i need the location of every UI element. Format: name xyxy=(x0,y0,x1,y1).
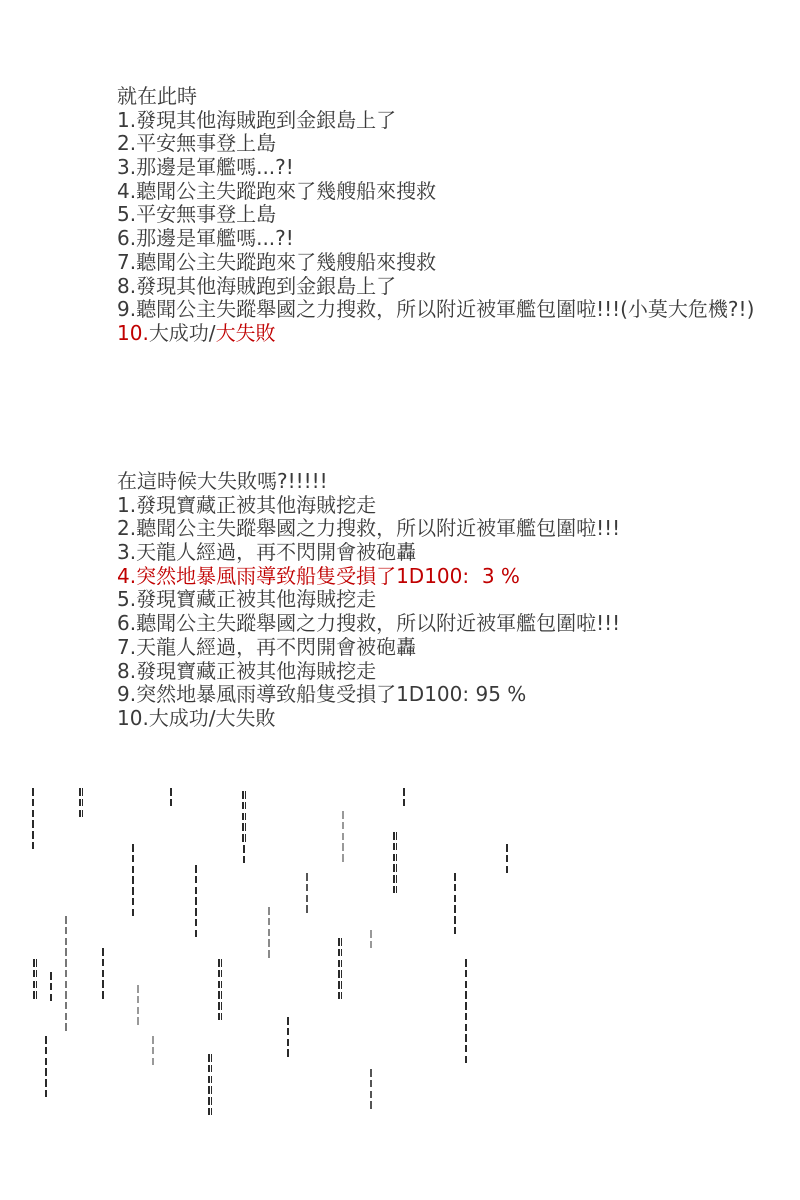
aa-bar-glyph xyxy=(341,981,343,988)
aa-bar-glyph xyxy=(65,1002,67,1009)
aa-bar-glyph xyxy=(341,960,343,967)
aa-bar-glyph xyxy=(396,832,398,839)
aa-bar-glyph xyxy=(454,873,456,880)
aa-bar-glyph xyxy=(33,981,35,988)
aa-bar-glyph xyxy=(338,992,340,999)
aa-bar-glyph xyxy=(268,950,270,957)
aa-bar-glyph xyxy=(306,884,308,891)
aa-bar-glyph xyxy=(132,844,134,851)
aa-bar-glyph xyxy=(102,970,104,977)
aa-bar-glyph xyxy=(211,1108,213,1115)
aa-bar-glyph xyxy=(137,996,139,1003)
aa-bar-glyph xyxy=(341,992,343,999)
aa-bar-glyph xyxy=(465,1024,467,1031)
aa-bar-glyph xyxy=(306,905,308,912)
aa-bar-glyph xyxy=(32,799,34,806)
aa-bar-glyph xyxy=(393,886,395,893)
aa-bar-glyph xyxy=(465,1013,467,1020)
aa-bar-glyph xyxy=(245,823,247,830)
aa-bar-glyph xyxy=(454,905,456,912)
aa-bar-glyph xyxy=(242,791,244,798)
aa-bar-glyph xyxy=(132,898,134,905)
aa-bar-glyph xyxy=(506,866,508,873)
aa-bar-glyph xyxy=(195,930,197,937)
aa-bar-glyph xyxy=(82,810,84,817)
aa-bar-glyph xyxy=(370,1080,372,1087)
line-segment: 1.發現其他海賊跑到金銀島上了 xyxy=(117,107,397,132)
aa-bar-glyph xyxy=(152,1036,154,1043)
line-segment-red: 4.突然地暴風雨導致船隻受損了1D100: 3 % xyxy=(117,563,520,588)
line-segment: 6.聽聞公主失蹤舉國之力搜救，所以附近被軍艦包圍啦!!! xyxy=(117,611,621,636)
aa-bar-glyph xyxy=(396,854,398,861)
aa-bar-glyph xyxy=(36,981,38,988)
list2-heading: 在這時候大失敗嗎?!!!!! xyxy=(117,469,328,493)
aa-bar-glyph xyxy=(79,810,81,817)
aa-bar-glyph xyxy=(341,970,343,977)
aa-bar-glyph xyxy=(242,802,244,809)
aa-bar-glyph xyxy=(245,791,247,798)
aa-bar-glyph xyxy=(65,916,67,923)
aa-bar-glyph xyxy=(393,854,395,861)
line-segment: 9.突然地暴風雨導致船隻受損了1D100: 95 % xyxy=(117,682,527,707)
aa-bar-glyph xyxy=(221,1002,223,1009)
aa-bar-glyph xyxy=(370,941,372,948)
aa-bar-glyph xyxy=(45,1058,47,1065)
line-segment: 3.天龍人經過，再不閃開會被砲轟 xyxy=(117,540,417,565)
aa-bar-glyph xyxy=(32,810,34,817)
aa-bar-glyph xyxy=(370,1101,372,1108)
aa-bar-glyph xyxy=(45,1047,47,1054)
aa-bar-glyph xyxy=(287,1028,289,1035)
aa-bar-glyph xyxy=(50,972,52,979)
aa-bar-glyph xyxy=(170,788,172,795)
aa-bar-glyph xyxy=(208,1065,210,1072)
aa-bar-glyph xyxy=(102,991,104,998)
aa-bar-glyph xyxy=(218,1002,220,1009)
aa-bar-glyph xyxy=(454,927,456,934)
aa-bar-glyph xyxy=(50,983,52,990)
aa-bar-glyph xyxy=(465,1034,467,1041)
aa-bar-glyph xyxy=(211,1076,213,1083)
aa-bar-glyph xyxy=(465,1045,467,1052)
line-segment: 10.大成功/大失敗 xyxy=(117,705,276,730)
line-segment: 8.發現其他海賊跑到金銀島上了 xyxy=(117,273,397,298)
aa-bar-glyph xyxy=(465,1002,467,1009)
aa-bar-glyph xyxy=(454,884,456,891)
aa-bar-glyph xyxy=(342,843,344,850)
aa-bar-glyph xyxy=(370,1069,372,1076)
aa-bar-glyph xyxy=(102,959,104,966)
aa-bar-glyph xyxy=(465,1056,467,1063)
line-segment: 8.發現寶藏正被其他海賊挖走 xyxy=(117,658,377,683)
aa-bar-glyph xyxy=(221,991,223,998)
aa-bar-glyph xyxy=(137,1007,139,1014)
aa-bar-glyph xyxy=(218,991,220,998)
aa-bar-glyph xyxy=(218,981,220,988)
aa-bar-glyph xyxy=(36,991,38,998)
aa-bar-glyph xyxy=(306,895,308,902)
aa-bar-glyph xyxy=(32,831,34,838)
aa-bar-glyph xyxy=(65,1013,67,1020)
aa-bar-glyph xyxy=(454,895,456,902)
aa-bar-glyph xyxy=(243,856,245,863)
aa-bar-glyph xyxy=(465,970,467,977)
aa-bar-glyph xyxy=(342,833,344,840)
aa-bar-glyph xyxy=(242,834,244,841)
aa-bar-glyph xyxy=(65,959,67,966)
aa-bar-glyph xyxy=(403,799,405,806)
aa-bar-glyph xyxy=(132,887,134,894)
aa-bar-glyph xyxy=(221,970,223,977)
aa-bar-glyph xyxy=(403,788,405,795)
aa-bar-glyph xyxy=(465,981,467,988)
aa-bar-glyph xyxy=(65,1023,67,1030)
aa-bar-glyph xyxy=(245,813,247,820)
aa-bar-glyph xyxy=(338,960,340,967)
aa-bar-glyph xyxy=(36,959,38,966)
aa-bar-glyph xyxy=(211,1065,213,1072)
aa-bar-glyph xyxy=(287,1017,289,1024)
aa-bar-glyph xyxy=(393,864,395,871)
aa-bar-glyph xyxy=(245,834,247,841)
aa-bar-glyph xyxy=(221,981,223,988)
aa-bar-glyph xyxy=(195,919,197,926)
aa-bar-glyph xyxy=(208,1054,210,1061)
list1-heading: 就在此時 xyxy=(117,84,197,108)
line-segment: 7.天龍人經過，再不閃開會被砲轟 xyxy=(117,634,417,659)
aa-bar-glyph xyxy=(370,930,372,937)
aa-bar-glyph xyxy=(195,865,197,872)
aa-bar-glyph xyxy=(211,1086,213,1093)
aa-bar-glyph xyxy=(208,1097,210,1104)
aa-bar-glyph xyxy=(396,886,398,893)
aa-bar-glyph xyxy=(195,897,197,904)
aa-bar-glyph xyxy=(65,970,67,977)
aa-bar-glyph xyxy=(268,929,270,936)
aa-bar-glyph xyxy=(152,1047,154,1054)
aa-bar-glyph xyxy=(338,970,340,977)
aa-bar-glyph xyxy=(195,887,197,894)
aa-bar-glyph xyxy=(211,1054,213,1061)
aa-bar-glyph xyxy=(465,991,467,998)
aa-bar-glyph xyxy=(65,927,67,934)
aa-bar-glyph xyxy=(396,875,398,882)
aa-bar-glyph xyxy=(65,948,67,955)
line-segment: 6.那邊是軍艦嗎...?! xyxy=(117,226,294,251)
aa-bar-glyph xyxy=(32,842,34,849)
aa-bar-glyph xyxy=(45,1068,47,1075)
aa-bar-glyph xyxy=(370,1091,372,1098)
aa-bar-glyph xyxy=(242,823,244,830)
line-segment: 3.那邊是軍艦嗎...?! xyxy=(117,155,294,180)
aa-bar-glyph xyxy=(208,1086,210,1093)
aa-bar-glyph xyxy=(82,799,84,806)
aa-bar-glyph xyxy=(45,1090,47,1097)
aa-bar-glyph xyxy=(36,970,38,977)
aa-bar-glyph xyxy=(338,981,340,988)
aa-bar-glyph xyxy=(393,843,395,850)
aa-bar-glyph xyxy=(338,938,340,945)
aa-bar-glyph xyxy=(65,938,67,945)
aa-bar-glyph xyxy=(306,873,308,880)
line-segment-red: 10. xyxy=(117,320,149,345)
aa-bar-glyph xyxy=(218,959,220,966)
aa-bar-glyph xyxy=(342,854,344,861)
aa-bar-glyph xyxy=(137,1017,139,1024)
aa-bar-glyph xyxy=(102,948,104,955)
line-segment: 5.發現寶藏正被其他海賊挖走 xyxy=(117,587,377,612)
aa-bar-glyph xyxy=(342,822,344,829)
line-segment: 4.聽聞公主失蹤跑來了幾艘船來搜救 xyxy=(117,178,437,203)
aa-bar-glyph xyxy=(506,855,508,862)
line-segment: 9.聽聞公主失蹤舉國之力搜救，所以附近被軍艦包圍啦!!!(小莫大危機?!) xyxy=(117,297,755,322)
aa-bar-glyph xyxy=(338,949,340,956)
aa-bar-glyph xyxy=(221,1013,223,1020)
aa-bar-glyph xyxy=(33,970,35,977)
aa-bar-glyph xyxy=(211,1097,213,1104)
aa-bar-glyph xyxy=(341,949,343,956)
aa-bar-glyph xyxy=(79,788,81,795)
aa-bar-glyph xyxy=(195,908,197,915)
aa-bar-glyph xyxy=(132,909,134,916)
aa-bar-glyph xyxy=(393,875,395,882)
aa-bar-glyph xyxy=(393,832,395,839)
aa-bar-glyph xyxy=(221,959,223,966)
aa-bar-glyph xyxy=(65,981,67,988)
line-segment-red: 大失敗 xyxy=(215,320,276,345)
aa-bar-glyph xyxy=(137,985,139,992)
aa-bar-glyph xyxy=(218,970,220,977)
aa-bar-glyph xyxy=(170,799,172,806)
aa-bar-glyph xyxy=(242,813,244,820)
aa-bar-glyph xyxy=(79,799,81,806)
aa-bar-glyph xyxy=(65,991,67,998)
aa-bar-glyph xyxy=(268,918,270,925)
aa-bar-glyph xyxy=(45,1079,47,1086)
line-segment: 2.聽聞公主失蹤舉國之力搜救，所以附近被軍艦包圍啦!!! xyxy=(117,516,621,541)
aa-bar-glyph xyxy=(218,1013,220,1020)
aa-bar-glyph xyxy=(208,1108,210,1115)
line-segment: 大成功/ xyxy=(148,320,216,345)
aa-bar-glyph xyxy=(132,876,134,883)
aa-bar-glyph xyxy=(506,844,508,851)
aa-bar-glyph xyxy=(341,938,343,945)
line-segment: 2.平安無事登上島 xyxy=(117,131,277,156)
aa-bar-glyph xyxy=(245,802,247,809)
aa-bar-glyph xyxy=(152,1058,154,1065)
aa-bar-glyph xyxy=(132,855,134,862)
aa-bar-glyph xyxy=(342,811,344,818)
aa-bar-glyph xyxy=(465,959,467,966)
aa-bar-glyph xyxy=(33,991,35,998)
aa-bar-glyph xyxy=(287,1049,289,1056)
aa-bar-glyph xyxy=(454,916,456,923)
line-segment: 1.發現寶藏正被其他海賊挖走 xyxy=(117,492,377,517)
aa-bar-glyph xyxy=(132,866,134,873)
line-segment: 7.聽聞公主失蹤跑來了幾艘船來搜救 xyxy=(117,249,437,274)
aa-bar-glyph xyxy=(287,1039,289,1046)
aa-bar-glyph xyxy=(82,788,84,795)
aa-bar-glyph xyxy=(33,959,35,966)
aa-bar-glyph xyxy=(102,980,104,987)
aa-bar-glyph xyxy=(45,1036,47,1043)
aa-bar-glyph xyxy=(268,939,270,946)
line-segment: 5.平安無事登上島 xyxy=(117,202,277,227)
aa-bar-glyph xyxy=(208,1076,210,1083)
aa-bar-glyph xyxy=(396,843,398,850)
aa-bar-glyph xyxy=(396,864,398,871)
aa-bar-glyph xyxy=(32,788,34,795)
aa-bar-glyph xyxy=(32,820,34,827)
aa-bar-glyph xyxy=(268,907,270,914)
aa-bar-glyph xyxy=(243,845,245,852)
aa-bar-glyph xyxy=(50,994,52,1001)
aa-bar-glyph xyxy=(195,876,197,883)
